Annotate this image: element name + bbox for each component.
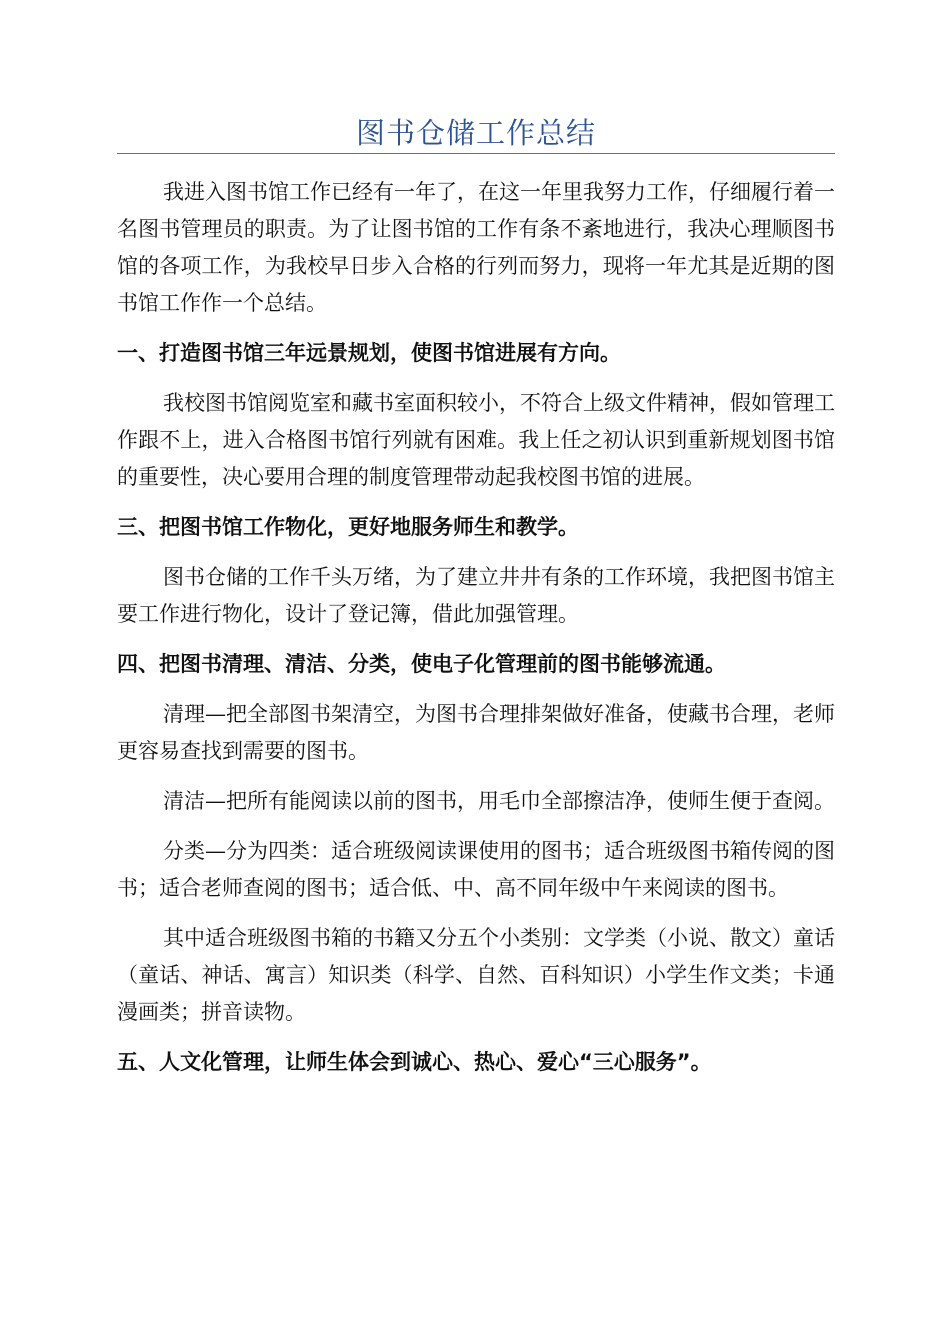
section-3-paragraph-1: 图书仓储的工作千头万绪，为了建立井井有条的工作环境，我把图书馆主要工作进行物化，设计了登记簿，借此加强管理。 bbox=[117, 565, 835, 626]
title-underline bbox=[117, 153, 835, 154]
section-4-paragraph-1: 清理—把全部图书架清空，为图书合理排架做好准备，使藏书合理，老师更容易查找到需要的图书。 bbox=[117, 702, 835, 763]
document-title: 图书仓储工作总结 bbox=[355, 116, 596, 150]
section-4-paragraph-4: 其中适合班级图书箱的书籍又分五个小类别：文学类（小说、散文）童话（童话、神话、寓言）知识类（科学、自然、百科知识）小学生作文类；卡通漫画类；拼音读物。 bbox=[117, 926, 835, 1024]
section-heading-1: 一、打造图书馆三年远景规划，使图书馆进展有方向。 bbox=[117, 341, 621, 365]
section-1-paragraph-1: 我校图书馆阅览室和藏书室面积较小，不符合上级文件精神，假如管理工作跟不上，进入合格图书馆行列就有困难。我上任之初认识到重新规划图书馆的重要性，决心要用合理的制度管理带动起我校图书馆的进展。 bbox=[117, 391, 835, 489]
section-heading-3: 三、把图书馆工作物化，更好地服务师生和教学。 bbox=[117, 515, 579, 539]
document-page bbox=[117, 0, 835, 1094]
section-heading-5: 五、人文化管理，让师生体会到诚心、热心、爱心“三心服务”。 bbox=[117, 1050, 712, 1074]
section-4-paragraph-3: 分类—分为四类：适合班级阅读课使用的图书；适合班级图书箱传阅的图书；适合老师查阅的图书；适合低、中、高不同年级中午来阅读的图书。 bbox=[117, 839, 835, 900]
section-heading-4: 四、把图书清理、清洁、分类，使电子化管理前的图书能够流通。 bbox=[117, 652, 726, 676]
intro-paragraph: 我进入图书馆工作已经有一年了，在这一年里我努力工作，仔细履行着一名图书管理员的职责。为了让图书馆的工作有条不紊地进行，我决心理顺图书馆的各项工作，为我校早日步入合格的行列而努力，现将一年尤其是近期的图书馆工作作一个总结。 bbox=[117, 180, 835, 315]
section-4-paragraph-2: 清洁—把所有能阅读以前的图书，用毛巾全部擦洁净，使师生便于查阅。 bbox=[163, 789, 835, 813]
